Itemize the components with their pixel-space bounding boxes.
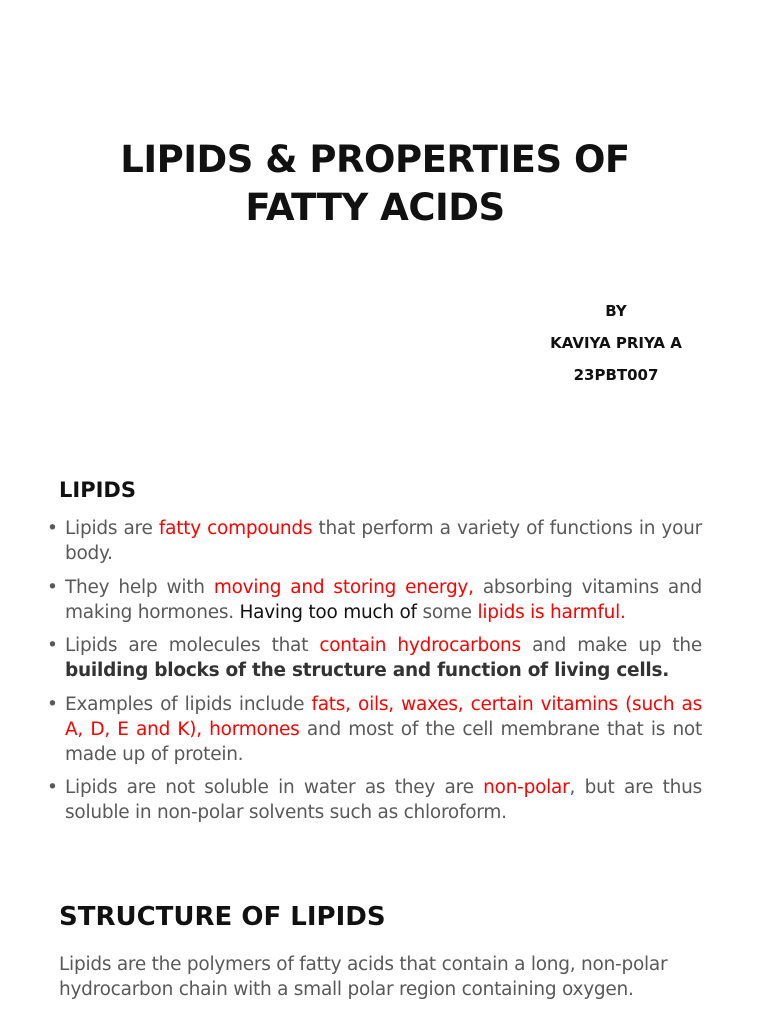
- bullet-text-run: lipids is harmful.: [477, 601, 626, 623]
- bullet-item: [47, 575, 702, 625]
- bullet-text-run: some: [422, 601, 478, 623]
- bullet-item: [47, 633, 702, 683]
- bullet-text-run: fatty compounds: [158, 518, 313, 539]
- bullet-text-run: and most of the cell membrane that is not made up of protein.: [65, 718, 702, 765]
- lipids-bullet-list: [47, 516, 702, 834]
- bullet-text-run: Lipids are molecules that: [65, 635, 320, 656]
- title-line-1: LIPIDS & PROPERTIES OF: [120, 138, 630, 181]
- bullet-dot-icon: •: [47, 693, 58, 715]
- bullet-item: [47, 516, 702, 566]
- bullet-text-run: Lipids are not soluble in water as they are: [65, 777, 484, 798]
- bullet-text-run: Lipids are: [65, 518, 159, 539]
- bullet-dot-icon: •: [47, 777, 58, 798]
- bullet-text-run: fats, oils, waxes, certain vitamins (such as A, D, E and K), hormones: [65, 693, 703, 740]
- bullet-text-run: building blocks of the structure and function of living cells.: [65, 660, 670, 681]
- document-title: [0, 136, 750, 232]
- bullet-item: [47, 692, 702, 767]
- bullet-text-run: and make up the: [520, 635, 703, 656]
- bullet-dot-icon: •: [47, 576, 58, 598]
- lipids-heading: LIPIDS: [59, 478, 136, 502]
- structure-heading: STRUCTURE OF LIPIDS: [59, 902, 386, 932]
- bullet-text-run: absorbing vitamins and making hormones.: [65, 576, 702, 623]
- bullet-text-run: moving and storing energy,: [213, 576, 474, 598]
- bullet-text-run: Having too much of: [239, 601, 423, 623]
- structure-paragraph: Lipids are the polymers of fatty acids that contain a long, non-polar hydrocarbon chain with a small polar region containing oxygen.: [59, 954, 668, 1000]
- bullet-item: [47, 775, 702, 825]
- bullet-text-run: They help with: [65, 576, 214, 598]
- bullet-dot-icon: •: [47, 518, 58, 539]
- bullet-text-run: non-polar: [483, 777, 570, 798]
- bullet-dot-icon: •: [47, 635, 58, 656]
- title-line-2: FATTY ACIDS: [245, 186, 505, 229]
- bullet-text-run: that perform a variety of functions in your body.: [65, 518, 703, 564]
- bullet-text-run: Examples of lipids include: [65, 693, 312, 715]
- bullet-text-run: , but are thus soluble in non-polar solvents such as chloroform.: [65, 777, 702, 823]
- byline-id: 23PBT007: [573, 366, 659, 384]
- byline-by: BY: [605, 302, 627, 320]
- byline-author: KAVIYA PRIYA A: [550, 334, 682, 352]
- bullet-text-run: contain hydrocarbons: [319, 635, 521, 656]
